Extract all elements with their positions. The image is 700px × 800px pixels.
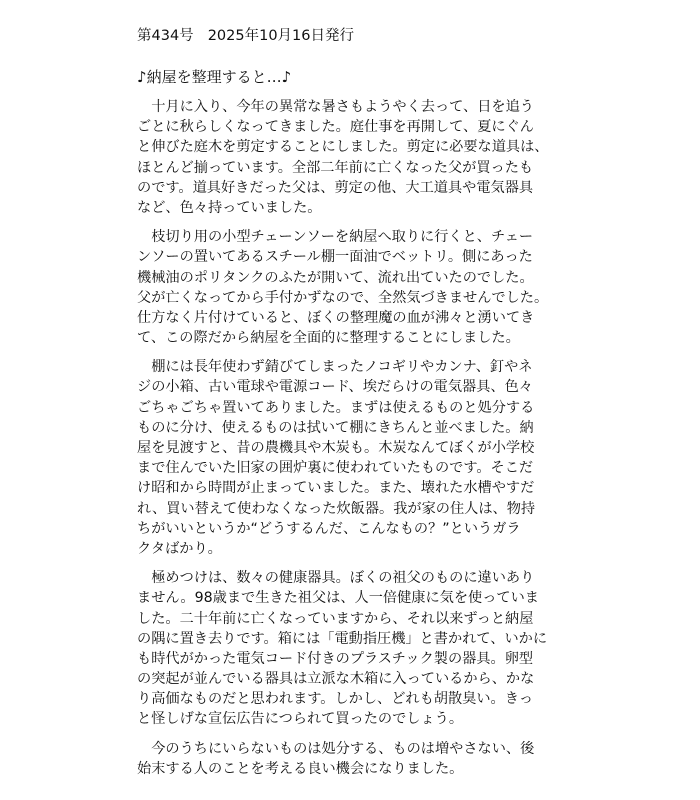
paragraph (137, 97, 585, 218)
paragraph-line: の隅に置き去りです。箱には「電動指圧機」と書かれて、いかに (137, 630, 548, 647)
paragraph-line: と怪しげな宣伝広告につられて買ったのでしょう。 (137, 711, 464, 728)
paragraph (137, 739, 585, 779)
paragraph-line: 機械油のポリタンクのふたが開いて、流れ出ていたのでした。 (137, 269, 534, 286)
issue-number: 第434号 (137, 28, 194, 44)
newsletter-page (137, 26, 585, 779)
paragraph-line: と伸びた庭木を剪定することにしました。剪定に必要な道具は、 (137, 139, 549, 156)
paragraph-line: ちがいいというか“どうするんだ、こんなもの？”というガラ (137, 520, 521, 537)
paragraph-line: ンソーの置いてあるスチール棚一面油でベットリ。側にあった (137, 249, 533, 266)
paragraph-line: 屋を見渡すと、昔の農機具や木炭も。木炭なんてぼくが小学校 (137, 440, 535, 456)
issue-header (137, 26, 585, 46)
paragraph-line: て、この際だから納屋を全面的に整理することにしました。 (137, 330, 520, 347)
paragraph-line: 始末する人のことを考える良い機会になりました。 (137, 760, 464, 777)
paragraph-line: まで住んでいた旧家の囲炉裏に使われていたものです。そこだ (137, 460, 534, 477)
paragraph-line: ません。98歳まで生きた祖父は、人一倍健康に気を使っていま (137, 590, 539, 607)
paragraph-line: など、色々持っていました。 (137, 199, 322, 216)
paragraph-line: り高価なものだと思われます。しかし、どれも胡散臭い。きっ (137, 691, 534, 708)
paragraph-line: 棚には長年使わず錆びてしまったノコギリやカンナ、釘やネ (137, 359, 533, 376)
paragraph-line: 極めつけは、数々の健康器具。ぼくの祖父のものに違いあり (137, 570, 535, 587)
paragraph (137, 568, 585, 730)
paragraph-line: ごちゃごちゃ置いてありました。まずは使えるものと処分する (137, 399, 535, 416)
paragraph-line: 仕方なく片付けていると、ぼくの整理魔の血が沸々と湧いてき (137, 309, 535, 326)
paragraph-line: ごとに秋らしくなってきました。庭仕事を再開して、夏にぐん (137, 119, 534, 136)
paragraph-line: 十月に入り、今年の異常な暑さもようやく去って、日を追う (137, 99, 534, 115)
article-body (137, 97, 585, 779)
paragraph (137, 357, 585, 559)
paragraph-line: クタばかり。 (137, 540, 222, 557)
paragraph-line: のです。道具好きだった父は、剪定の他、大工道具や電気器具 (137, 179, 534, 196)
paragraph-line: 父が亡くなってから手付かずなので、全然気づきませんでした。 (137, 289, 549, 306)
paragraph-line: 枝切り用の小型チェーンソーを納屋へ取りに行くと、チェー (137, 229, 534, 246)
paragraph-line: け昭和から時間が止まっていました。また、壊れた水槽やすだ (137, 480, 535, 497)
paragraph-line: も時代がかった電気コード付きのプラスチック製の器具。卵型 (137, 650, 534, 667)
paragraph-line: れ、買い替えて使わなくなった炊飯器。我が家の住人は、物持 (137, 500, 536, 517)
paragraph-line: ほとんど揃っています。全部二年前に亡くなった父が買ったも (137, 159, 534, 176)
paragraph-line: ジの小箱、古い電球や電源コード、埃だらけの電気器具、色々 (137, 379, 533, 396)
paragraph-line: ものに分け、使えるものは拭いて棚にきちんと並べました。納 (137, 419, 534, 436)
paragraph-line: 今のうちにいらないものは処分する、ものは増やさない、後 (137, 740, 535, 757)
paragraph-line: の突起が並んでいる器具は立派な木箱に入っているから、かな (137, 671, 535, 688)
paragraph-line: した。二十年前に亡くなっていますから、それ以来ずっと納屋 (137, 610, 534, 627)
article-title: ♪納屋を整理すると…♪ (137, 68, 292, 86)
issue-date: 2025年10月16日発行 (207, 28, 354, 44)
paragraph (137, 227, 585, 348)
